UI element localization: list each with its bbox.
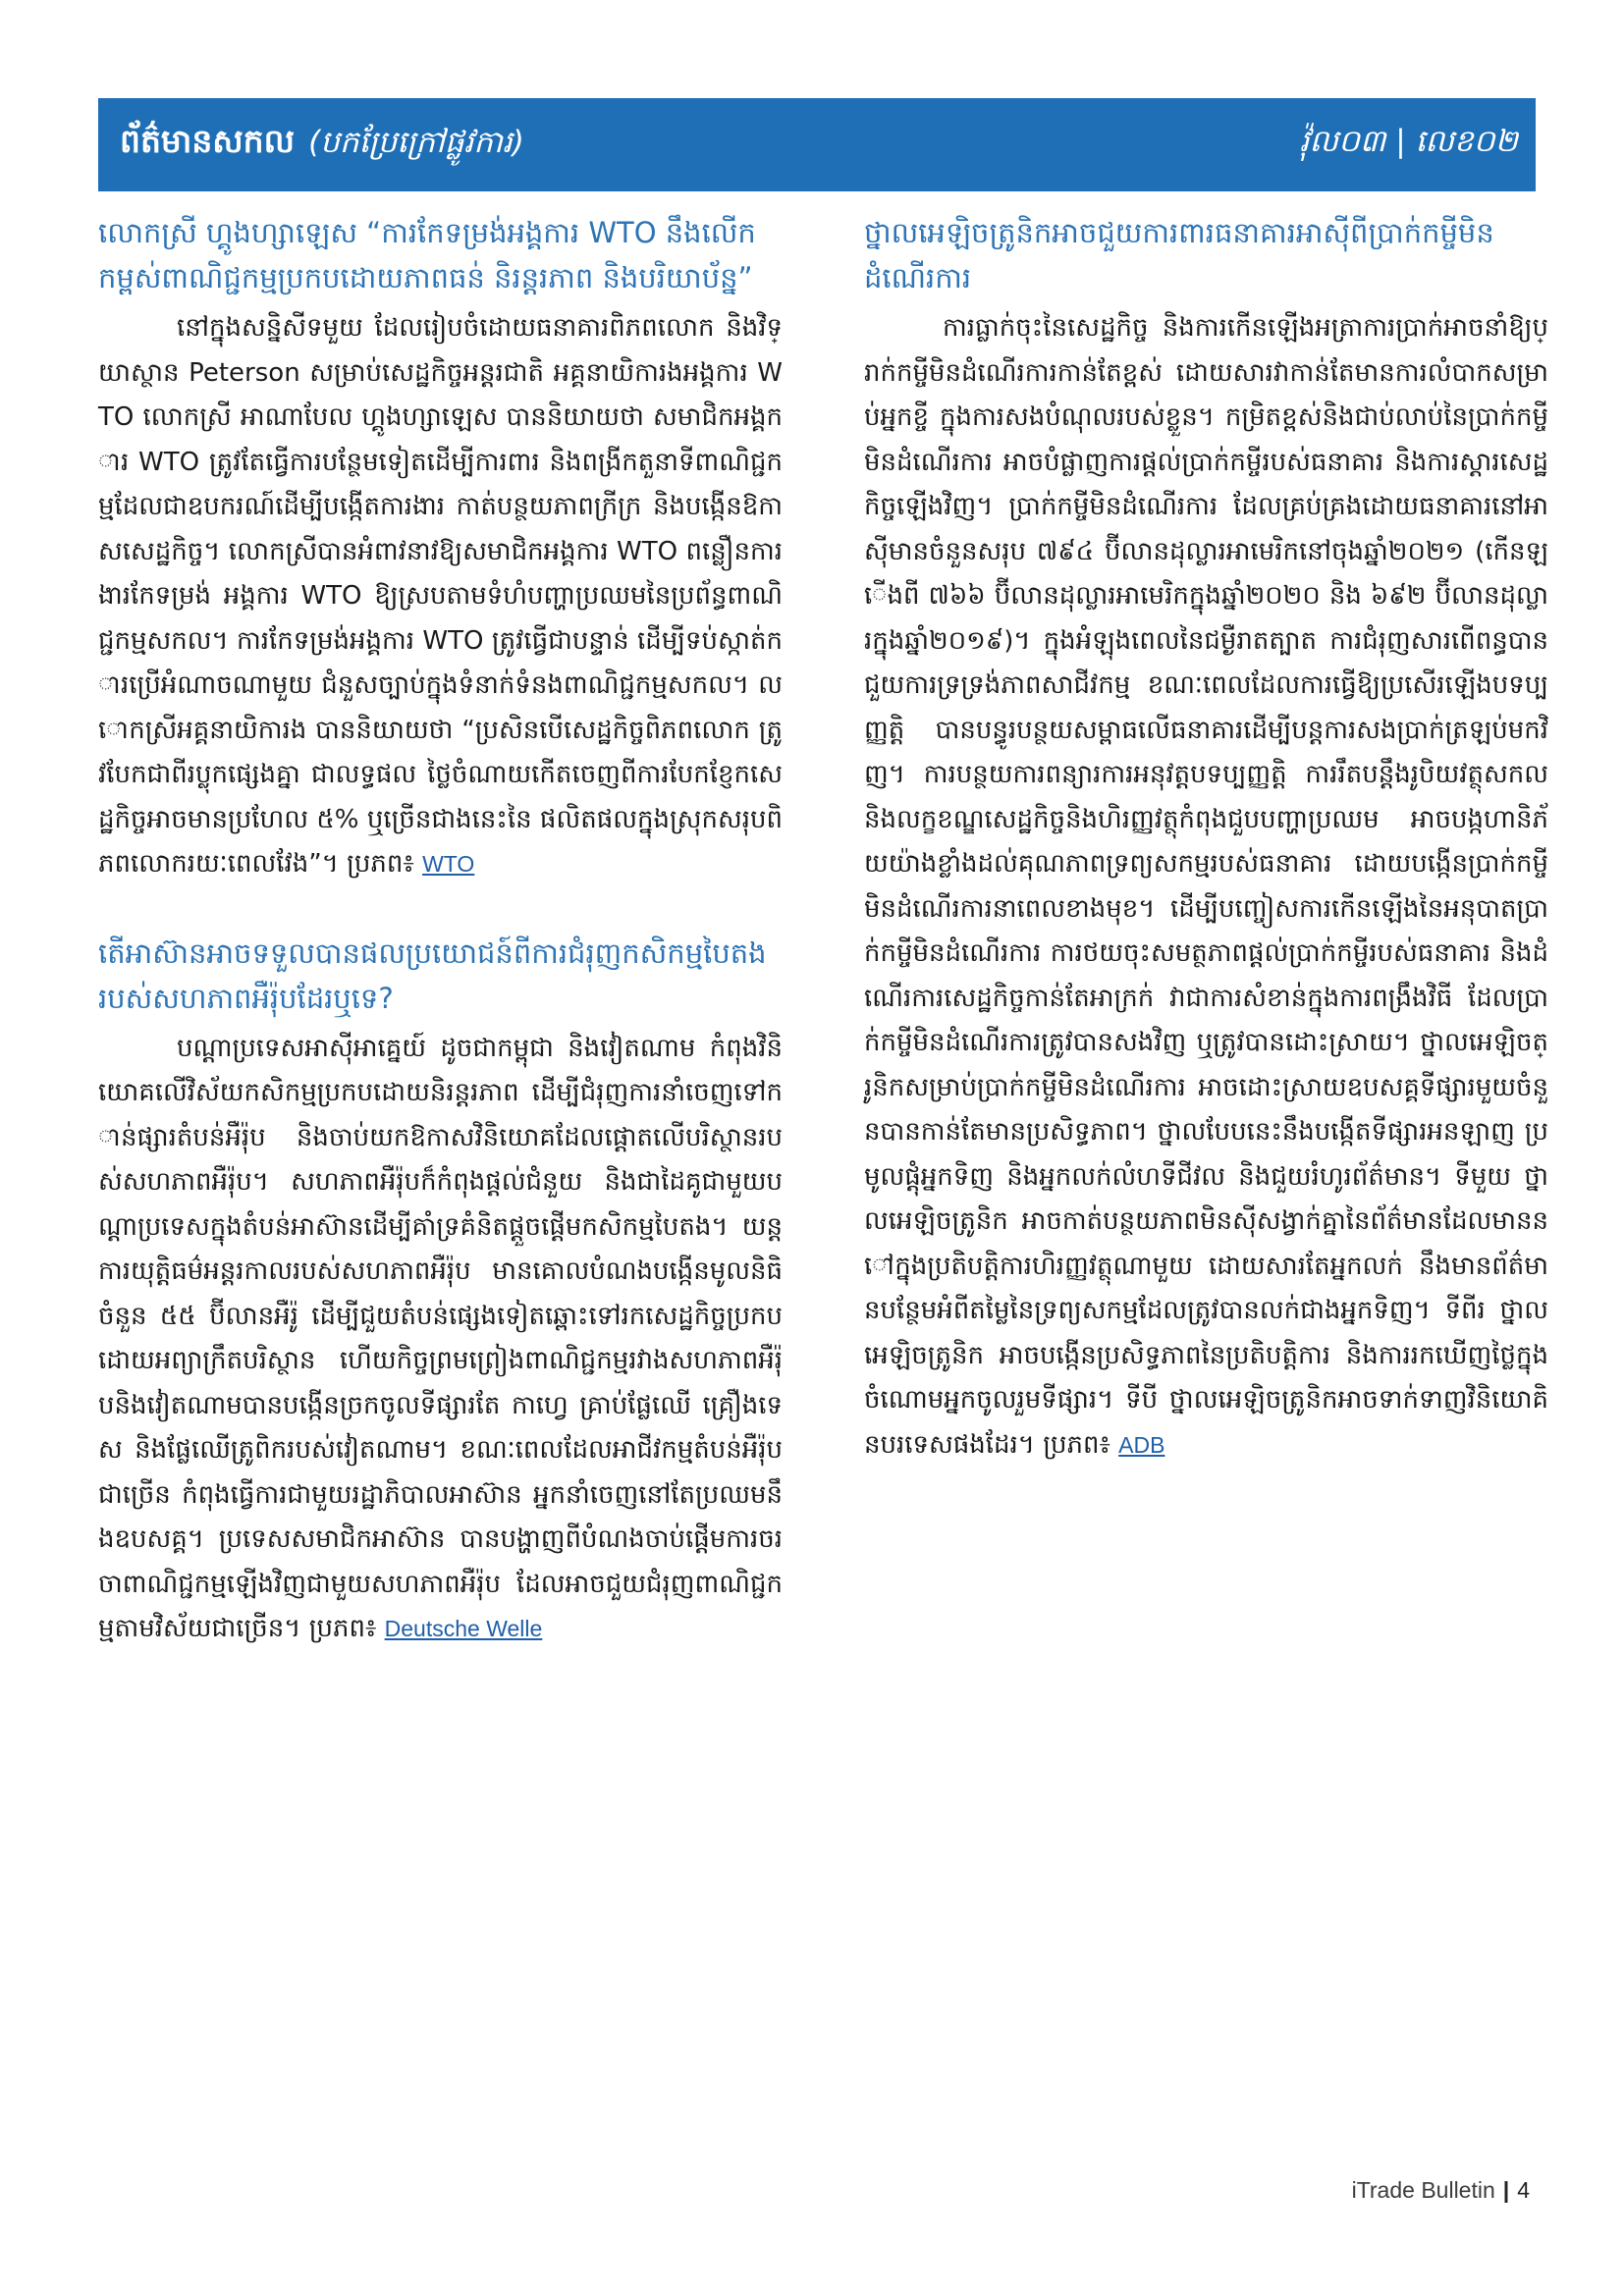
article-body-text: ការធ្លាក់ចុះនៃសេដ្ឋកិច្ច និងការកើនឡើងអត្រាការប្រាក់អាចនាំឱ្យប្រាក់កម្ចីមិនដំណើរការកាន់តែខ្ពស់ ដោយសារវាកាន់តែមានការលំបាកសម្រាប់អ្នកខ្ចី ក្នុងការសងបំណុលរបស់ខ្លួន។ កម្រិតខ្ពស់និងជាប់លាប់នៃប្រាក់កម្ចីមិនដំណើរការ អាចបំផ្លាញការផ្តល់ប្រាក់កម្ចីរបស់ធនាគារ និងការស្តារសេដ្ឋកិច្ចឡើងវិញ។ ប្រាក់កម្ចីមិនដំណើរការ ដែលគ្រប់គ្រងដោយធនាគារនៅអាស៊ីមានចំនួនសរុប ៧៩៤ ប៊ីលានដុល្លារអាមេរិកនៅចុងឆ្នាំ២០២១ (កើនឡើងពី ៧៦៦ ប៊ីលានដុល្លារអាមេរិកក្នុងឆ្នាំ២០២០ និង ៦៩២ ប៊ីលានដុល្លារក្នុងឆ្នាំ២០១៩)។ ក្នុងអំឡុងពេលនៃជម្ងឺរាតត្បាត ការជំរុញសារពើពន្ធបានជួយការទ្រទ្រង់ភាពសាជីវកម្ម ខណៈពេលដែលការធ្វើឱ្យប្រសើរឡើងបទប្បញ្ញត្តិ បានបន្ធូរបន្ថយសម្ពាធលើធនាគារដើម្បីបន្តការសងប្រាក់ត្រឡប់មកវិញ។ ការបន្ថយការពន្យារការអនុវត្តបទប្បញ្ញត្តិ ការរឹតបន្តឹងរូបិយវត្ថុសកល និងលក្ខខណ្ឌសេដ្ឋកិច្ចនិងហិរញ្ញវត្ថុកំពុងជួបបញ្ហាប្រឈម អាចបង្កហានិភ័យយ៉ាងខ្លាំងដល់គុណភាពទ្រព្យសកម្មរបស់ធនាគារ ដោយបង្កើនប្រាក់កម្ចីមិនដំណើរការនាពេលខាងមុខ។ ដើម្បីបញ្ចៀសការកើនឡើងនៃអនុបាតប្រាក់កម្ចីមិនដំណើរការ ការថយចុះសមត្ថភាពផ្តល់ប្រាក់កម្ចីរបស់ធនាគារ និងដំណើរការសេដ្ឋកិច្ចកាន់តែអាក្រក់ វាជាការសំខាន់ក្នុងការពង្រឹងវិធី ដែលប្រាក់កម្ចីមិនដំណើរការត្រូវបានសងវិញ ឬត្រូវបានដោះស្រាយ។ ថ្នាលអេឡិចត្រូនិកសម្រាប់ប្រាក់កម្ចីមិនដំណើរការ អាចដោះស្រាយឧបសគ្គទីផ្សារមួយចំនួនបានកាន់តែមានប្រសិទ្ធភាព។ ថ្នាលបែបនេះនឹងបង្កើតទីផ្សារអនឡាញ ប្រមូលផ្តុំអ្នកទិញ និងអ្នកលក់លំហទីជីវល និងជួយរំហូរព័ត៌មាន។ ទីមួយ ថ្នាលអេឡិចត្រូនិក អាចកាត់បន្ថយភាពមិនស៊ីសង្វាក់គ្នានៃព័ត៌មានដែលមាននៅក្នុងប្រតិបត្តិការហិរញ្ញវត្ថុណាមួយ ដោយសារតែអ្នកលក់ នឹងមានព័ត៌មានបន្ថែមអំពីតម្លៃនៃទ្រព្យសកម្មដែលត្រូវបានលក់ជាងអ្នកទិញ។ ទីពីរ ថ្នាលអេឡិចត្រូនិក អាចបង្កើនប្រសិទ្ធភាពនៃប្រតិបត្តិការ និងការរកឃើញថ្លៃក្នុងចំណោមអ្នកចូលរួមទីផ្សារ។ ទីបី ថ្នាលអេឡិចត្រូនិកអាចទាក់ទាញវិនិយោគិនបរទេសផងដែរ។ — [864, 313, 1548, 1460]
footer-separator: | — [1502, 2177, 1510, 2203]
article-body-text: បណ្តាប្រទេសអាស៊ីអាគ្នេយ៍ ដូចជាកម្ពុជា និងវៀតណាម កំពុងវិនិយោគលើវិស័យកសិកម្មប្រកបដោយនិរន្តរភាព ដើម្បីជំរុញការនាំចេញទៅកាន់ផ្សារតំបន់អឺរ៉ុប និងចាប់យកឱកាសវិនិយោគដែលផ្តោតលើបរិស្ថានរបស់សហភាពអឺរ៉ុប។ សហភាពអឺរ៉ុបក៏កំពុងផ្តល់ជំនួយ និងជាដៃគូជាមួយបណ្តាប្រទេសក្នុងតំបន់អាស៊ានដើម្បីគាំទ្រគំនិតផ្តួចផ្តើមកសិកម្មបៃតង។ យន្តការយុត្តិធម៌អន្តរកាលរបស់សហភាពអឺរ៉ុប មានគោលបំណងបង្កើនមូលនិធិចំនួន ៥៥ ប៊ីលានអឺរ៉ូ ដើម្បីជួយតំបន់ផ្សេងទៀតឆ្ពោះទៅរកសេដ្ឋកិច្ចប្រកបដោយអព្យាក្រឹតបរិស្ថាន ហើយកិច្ចព្រមព្រៀងពាណិជ្ជកម្មរវាងសហភាពអឺរ៉ុបនិងវៀតណាមបានបង្កើនច្រកចូលទីផ្សារតែ កាហ្វេ គ្រាប់ផ្លែឈើ គ្រឿងទេស និងផ្លែឈើត្រូពិករបស់វៀតណាម។ ខណៈពេលដែលអាជីវកម្មតំបន់អឺរ៉ុបជាច្រើន កំពុងធ្វើការជាមួយរដ្ឋាភិបាលអាស៊ាន អ្នកនាំចេញនៅតែប្រឈមនឹងឧបសគ្គ។ ប្រទេសសមាជិកអាស៊ាន បានបង្ហាញពីបំណងចាប់ផ្តើមការចរចាពាណិជ្ជកម្មឡើងវិញជាមួយសហភាពអឺរ៉ុប ដែលអាចជួយជំរុញពាណិជ្ជកម្មតាមវិស័យជាច្រើន។ — [98, 1033, 783, 1643]
article-body — [98, 306, 783, 887]
publication-name: iTrade Bulletin — [1351, 2177, 1495, 2203]
right-column — [864, 210, 1548, 1468]
source-link-adb[interactable]: ADB — [1118, 1431, 1165, 1458]
page-footer — [1352, 2177, 1530, 2204]
section-title: ព័ត៌មានសកល — [120, 121, 296, 160]
article-title: តើអាស៊ានអាចទទួលបានផលប្រយោជន៍ពីការជំរុញកសិកម្មបៃតងរបស់សហភាពអឺរ៉ុបដែរឬទេ? — [98, 935, 767, 1015]
article-body-text: នៅក្នុងសន្និសីទមួយ ដែលរៀបចំដោយធនាគារពិភពលោក និងវិទ្យាស្ថាន Peterson សម្រាប់សេដ្ឋកិច្ចអន្តរជាតិ អគ្គនាយិការងអង្គការ WTO លោកស្រី អាណាបែល ហ្គូងហ្សាឡេស បាននិយាយថា សមាជិកអង្គការ WTO ត្រូវតែធ្វើការបន្ថែមទៀតដើម្បីការពារ និងពង្រីកតួនាទីពាណិជ្ជកម្មដែលជាឧបករណ៍ដើម្បីបង្កើតការងារ កាត់បន្ថយភាពក្រីក្រ និងបង្កើនឱកាសសេដ្ឋកិច្ច។ លោកស្រីបានអំពាវនាវឱ្យសមាជិកអង្គការ WTO ពន្លឿនការងារកែទម្រង់ អង្គការ WTO ឱ្យស្របតាមទំហំបញ្ហាប្រឈមនៃប្រព័ន្ធពាណិជ្ជកម្មសកល។ ការកែទម្រង់អង្គការ WTO ត្រូវធ្វើជាបន្ទាន់ ដើម្បីទប់ស្កាត់ការប្រើអំណាចណាមួយ ជំនួសច្បាប់ក្នុងទំនាក់ទំនងពាណិជ្ជកម្មសកល។ លោកស្រីអគ្គនាយិការង បាននិយាយថា “ប្រសិនបើសេដ្ឋកិច្ចពិភពលោក ត្រូវបែកជាពីរប្លុកផ្សេងគ្នា ជាលទ្ធផល ថ្លៃចំណាយកើតចេញពីការបែកខ្ញែកសេដ្ឋកិច្ចអាចមានប្រហែល ៥% ឬច្រើនជាងនេះនៃ ផលិតផលក្នុងស្រុកសរុបពិភពលោករយៈពេលវែង”។ — [98, 313, 783, 879]
source-label: ប្រភព៖ — [308, 1614, 377, 1643]
article-asean-green-agriculture — [98, 931, 783, 1652]
article-title: លោកស្រី ហ្គូងហ្សាឡេស “ការកែទម្រង់អង្គការ WTO នឹងលើកកម្ពស់ពាណិជ្ជកម្មប្រកបដោយភាពធន់ និរន្តរភាព និងបរិយាប័ន្ន” — [98, 216, 756, 294]
article-wto-reform — [98, 210, 783, 887]
section-subtitle: (បកប្រែក្រៅផ្លូវការ) — [308, 124, 524, 160]
source-label: ប្រភព៖ — [347, 849, 414, 879]
page-header-bar — [98, 98, 1536, 191]
article-spacer — [98, 887, 783, 931]
source-link-deutsche-welle[interactable]: Deutsche Welle — [384, 1616, 543, 1641]
article-title: ថ្នាលអេឡិចត្រូនិកអាចជួយការពារធនាគារអាស៊ីពីប្រាក់កម្ចីមិនដំណើរការ — [864, 216, 1494, 294]
article-e-platform-npl — [864, 210, 1548, 1468]
issue-number: វ៉ុល០៣ | លេខ០២ — [1299, 124, 1518, 159]
left-column — [98, 210, 783, 1652]
page-number: 4 — [1517, 2177, 1530, 2203]
article-body — [864, 306, 1548, 1468]
source-label: ប្រភព៖ — [1043, 1429, 1110, 1460]
source-link-wto[interactable]: WTO — [422, 851, 475, 877]
article-body — [98, 1027, 783, 1652]
header-left — [120, 122, 524, 169]
